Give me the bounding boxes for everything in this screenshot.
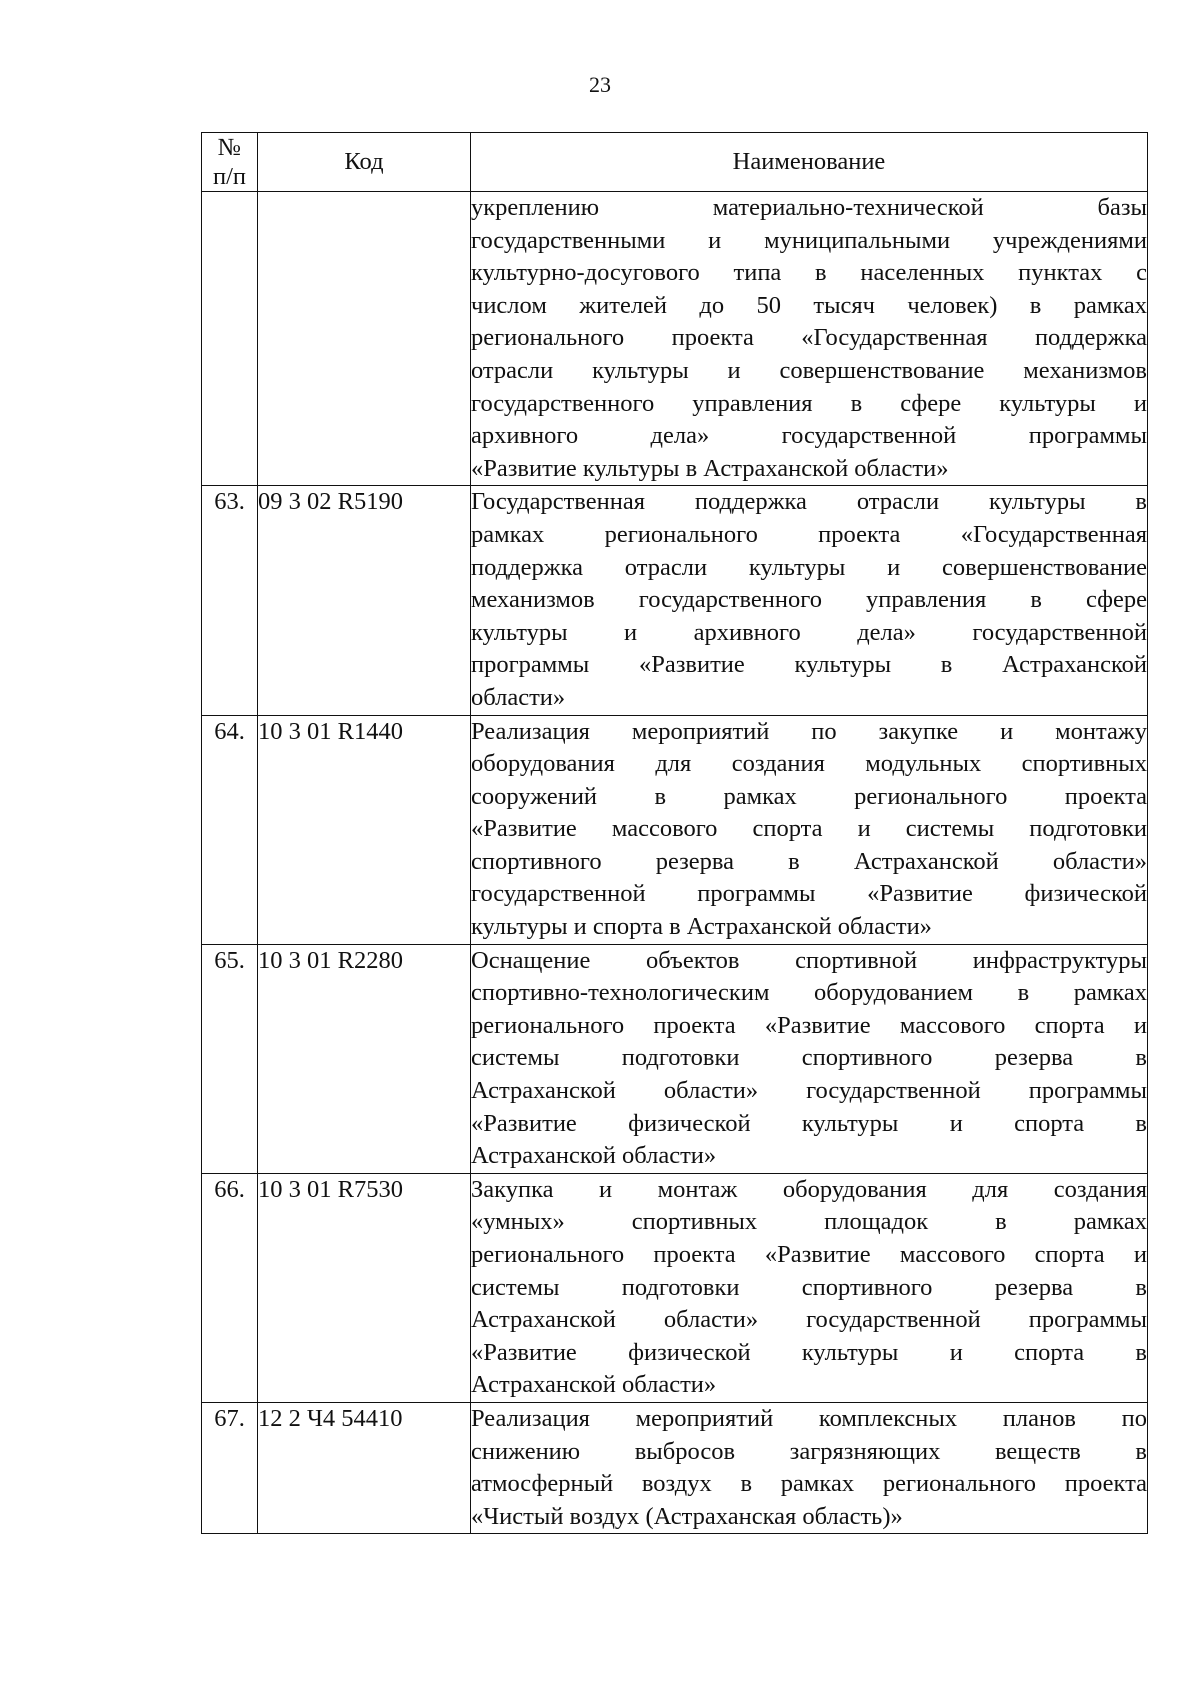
name-line: Астраханской области» — [471, 1142, 717, 1170]
name-line: государственной программы «Развитие физической — [471, 880, 1147, 908]
name-cell — [471, 944, 1148, 1173]
budget-codes-table — [201, 132, 1148, 1534]
name-line: системы подготовки спортивного резерва в — [471, 1044, 1147, 1072]
name-line: регионального проекта «Государственная поддержка — [471, 324, 1147, 352]
name-line: государственными и муниципальными учреждениями — [471, 226, 1147, 254]
name-line: культурно-досугового типа в населенных пунктах с — [471, 259, 1147, 287]
num-cell: 65. — [202, 944, 258, 1173]
name-cell — [471, 192, 1148, 486]
name-line: «Развитие физической культуры и спорта в — [471, 1109, 1147, 1137]
name-line: рамках регионального проекта «Государственная — [471, 520, 1147, 548]
name-line: укреплению материально-технической базы — [471, 194, 1147, 221]
header-num-symbol: № — [217, 134, 242, 161]
table-row — [202, 1402, 1148, 1533]
code-cell: 09 3 02 R5190 — [258, 486, 471, 715]
code-cell: 10 3 01 R2280 — [258, 944, 471, 1173]
name-line: спортивно-технологическим оборудованием в рамках — [471, 979, 1147, 1007]
name-line: «Развитие массового спорта и системы подготовки — [471, 815, 1147, 843]
name-line: Оснащение объектов спортивной инфраструктуры — [471, 946, 1147, 974]
name-line: снижению выбросов загрязняющих веществ в — [471, 1437, 1147, 1465]
name-line: культуры и спорта в Астраханской области» — [471, 913, 932, 941]
name-line: механизмов государственного управления в сфере — [471, 586, 1147, 614]
name-line: оборудования для создания модульных спортивных — [471, 750, 1147, 778]
page-number: 23 — [589, 72, 611, 97]
header-num-abbrev: п/п — [212, 163, 247, 190]
header-num — [202, 133, 258, 192]
name-line: «Развитие культуры в Астраханской области» — [471, 454, 949, 482]
name-cell — [471, 486, 1148, 715]
name-line: архивного дела» государственной программы — [471, 422, 1147, 450]
name-line: государственного управления в сфере культуры и — [471, 389, 1147, 417]
header-name: Наименование — [471, 133, 1148, 192]
name-line: «Чистый воздух (Астраханская область)» — [471, 1502, 903, 1530]
name-line: атмосферный воздух в рамках регионального проекта — [471, 1470, 1147, 1498]
name-line: Астраханской области» государственной программы — [471, 1077, 1147, 1105]
name-line: культуры и архивного дела» государственной — [471, 618, 1147, 646]
code-cell: 12 2 Ч4 54410 — [258, 1402, 471, 1533]
name-line: отрасли культуры и совершенствование механизмов — [471, 356, 1147, 384]
name-cell — [471, 715, 1148, 944]
name-line: регионального проекта «Развитие массового спорта и — [471, 1241, 1147, 1268]
name-line: «умных» спортивных площадок в рамках — [471, 1208, 1147, 1236]
name-line: Государственная поддержка отрасли культуры в — [471, 488, 1147, 516]
num-cell: 64. — [202, 715, 258, 944]
num-cell: 67. — [202, 1402, 258, 1533]
name-line: программы «Развитие культуры в Астраханской — [471, 651, 1147, 679]
name-cell — [471, 1402, 1148, 1533]
num-cell: 63. — [202, 486, 258, 715]
num-cell: 66. — [202, 1173, 258, 1402]
table-row-continuation — [202, 192, 1148, 486]
table-header-row — [202, 133, 1148, 192]
name-line: Реализация мероприятий по закупке и монтажу — [471, 717, 1147, 745]
name-line: Закупка и монтаж оборудования для создания — [471, 1175, 1147, 1203]
code-cell: 10 3 01 R7530 — [258, 1173, 471, 1402]
code-cell: 10 3 01 R1440 — [258, 715, 471, 944]
name-line: спортивного резерва в Астраханской области» — [471, 847, 1147, 875]
table-row — [202, 486, 1148, 715]
code-cell — [258, 192, 471, 486]
header-code: Код — [258, 133, 471, 192]
name-cell — [471, 1173, 1148, 1402]
name-line: числом жителей до 50 тысяч человек) в рамках — [471, 291, 1147, 319]
name-line: Астраханской области» государственной программы — [471, 1306, 1147, 1334]
name-line: области» — [471, 683, 566, 711]
name-line: системы подготовки спортивного резерва в — [471, 1273, 1147, 1301]
name-line: сооружений в рамках регионального проекта — [471, 782, 1147, 810]
name-line: Астраханской области» — [471, 1371, 717, 1399]
table-row — [202, 944, 1148, 1173]
table-row — [202, 715, 1148, 944]
num-cell — [202, 192, 258, 486]
name-line: Реализация мероприятий комплексных планов по — [471, 1404, 1147, 1432]
name-line: поддержка отрасли культуры и совершенствование — [471, 553, 1147, 581]
name-line: регионального проекта «Развитие массового спорта и — [471, 1011, 1147, 1039]
table-row — [202, 1173, 1148, 1402]
name-line: «Развитие физической культуры и спорта в — [471, 1338, 1147, 1366]
